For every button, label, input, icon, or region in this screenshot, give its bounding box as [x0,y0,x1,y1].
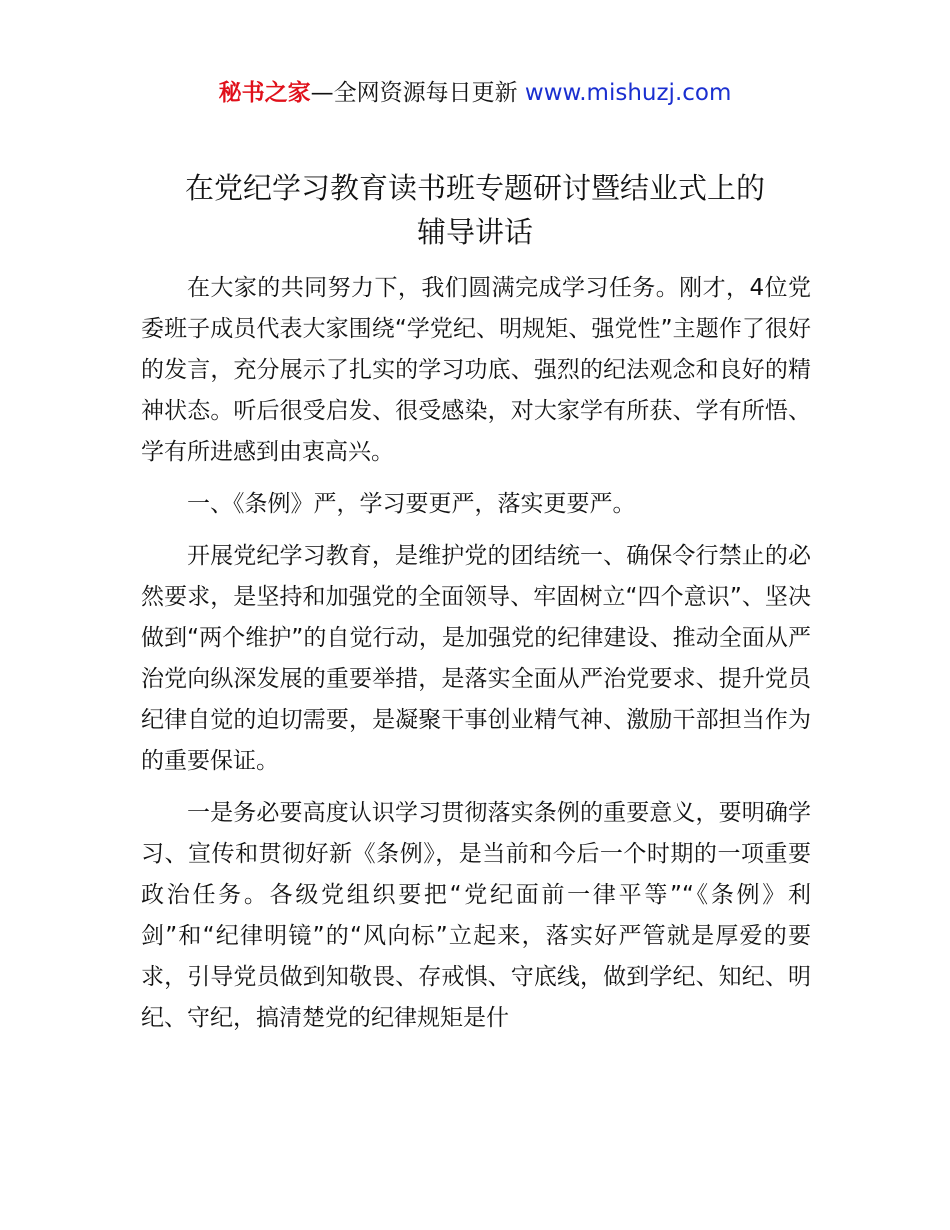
brand-name: 秘书之家 [218,80,311,106]
paragraph-intro: 在大家的共同努力下，我们圆满完成学习任务。刚才，4位党委班子成员代表大家围绕“学党纪、明规矩、强党性”主题作了很好的发言，充分展示了扎实的学习功底、强烈的纪法观念和良好的精神状态。听后很受启发、很受感染，对大家学有所获、学有所悟、学有所进感到由衷高兴。 [141,275,811,465]
header-tagline: —全网资源每日更新 [310,80,525,106]
document-body [141,268,811,1050]
site-header [0,76,950,110]
section-heading-1: 一、《条例》严，学习要更严，落实更要严。 [187,491,636,517]
document-title [130,166,820,254]
document-title-line-2: 辅导讲话 [416,215,533,249]
document-title-line-1: 在党纪学习教育读书班专题研讨暨结业式上的 [184,171,765,205]
site-url-link[interactable]: www.mishuzj.com [524,80,732,106]
paragraph-point-1: 一是务必要高度认识学习贯彻落实条例的重要意义，要明确学习、宣传和贯彻好新《条例》，是当前和今后一个时期的一项重要政治任务。各级党组织要把“党纪面前一律平等”“《条例》利剑”和“纪律明镜”的“风向标”立起来，落实好严管就是厚爱的要求，引导党员做到知敬畏、存戒惧、守底线，做到学纪、知纪、明纪、守纪，搞清楚党的纪律规矩是什 [141,800,811,1031]
paragraph-significance: 开展党纪学习教育，是维护党的团结统一、确保令行禁止的必然要求，是坚持和加强党的全面领导、牢固树立“四个意识”、坚决做到“两个维护”的自觉行动，是加强党的纪律建设、推动全面从严治党向纵深发展的重要举措，是落实全面从严治党要求、提升党员纪律自觉的迫切需要，是凝聚干事创业精气神、激励干部担当作为的重要保证。 [141,543,811,774]
